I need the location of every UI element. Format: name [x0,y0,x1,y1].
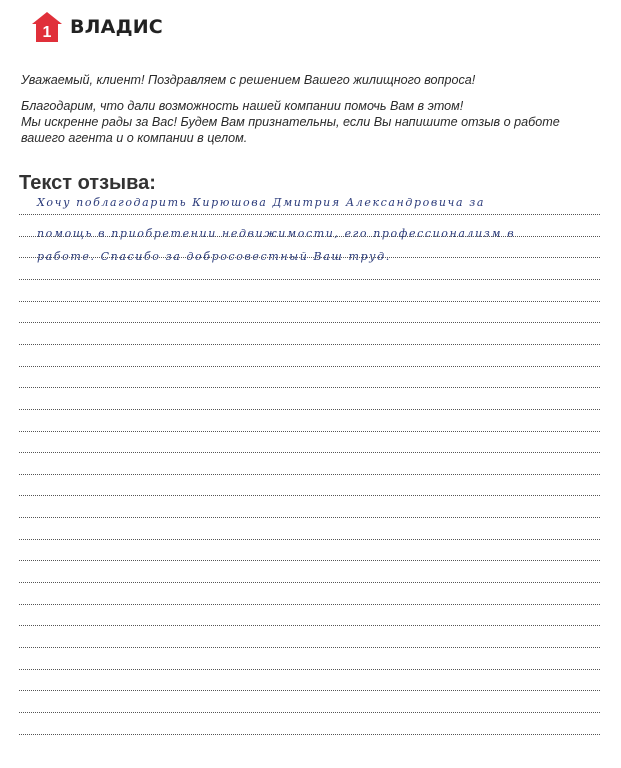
ruled-line [19,647,600,648]
ruled-line [19,409,600,410]
ruled-line [19,344,600,345]
review-heading: Текст отзыва: [19,172,156,194]
ruled-line [19,582,600,583]
thanks-line: Благодарим, что дали возможность нашей компании помочь Вам в этом! [21,99,464,113]
ruled-line [19,366,600,367]
review-writing-area [19,0,600,768]
svg-text:1: 1 [42,24,52,41]
ruled-line [19,257,600,258]
ruled-line [19,301,600,302]
ruled-line [19,322,600,323]
ruled-line [19,431,600,432]
ruled-line [19,604,600,605]
brand-name: ВЛАДИС [70,16,163,38]
ruled-line [19,712,600,713]
ruled-line [19,539,600,540]
ruled-line [19,669,600,670]
greeting-text: Уважаемый, клиент! Поздравляем с решением Вашего жилищного вопроса! [21,73,476,87]
ruled-line [19,236,600,237]
ruled-line [19,560,600,561]
handwritten-line: Хочу поблагодарить Кирюшова Дмитрия Александровича за [37,196,485,209]
ruled-line [19,690,600,691]
ruled-line [19,625,600,626]
handwritten-line: помощь в приобретении недвижимости, его профессионализм в [37,227,516,240]
handwritten-line: работе. Спасибо за добросовестный Ваш труд. [37,250,391,263]
ruled-line [19,517,600,518]
ruled-line [19,734,600,735]
ruled-line [19,495,600,496]
thanks-line: Мы искренне рады за Вас! Будем Вам признательны, если Вы напишите отзыв о работе [21,115,560,129]
thanks-line: вашего агента и о компании в целом. [21,131,248,145]
ruled-line [19,387,600,388]
ruled-line [19,474,600,475]
ruled-line [19,279,600,280]
ruled-line [19,452,600,453]
ruled-line [19,214,600,215]
